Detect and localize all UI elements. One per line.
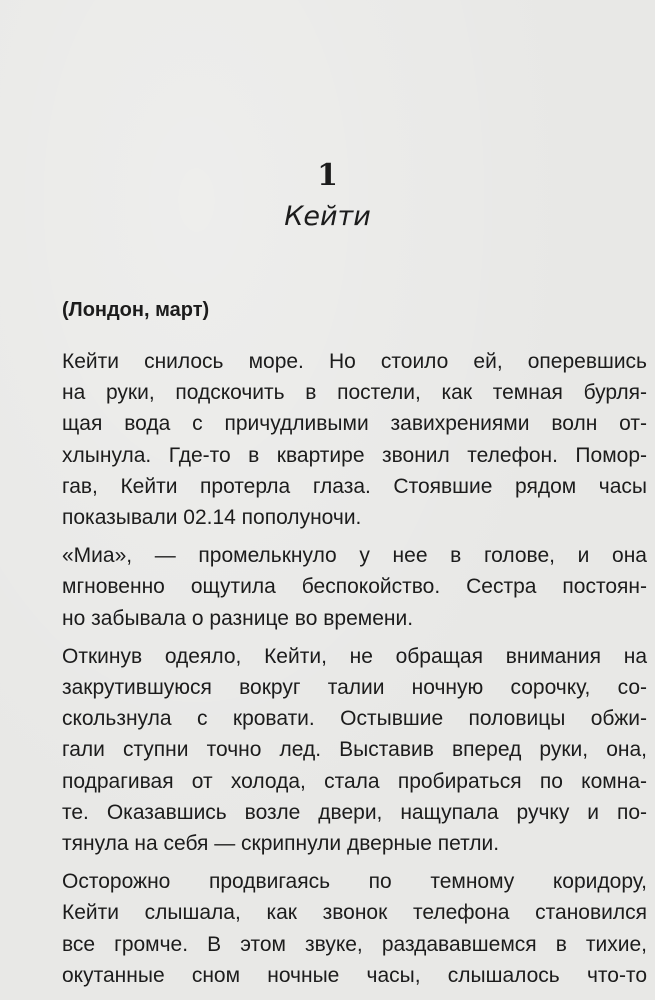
text-line: окутанные сном ночные часы, слышалось что-то [62,963,647,987]
text-line: хлынула. Где-то в квартире звонил телефон. Помор- [62,443,647,467]
chapter-number: 1 [317,158,338,193]
paragraph [62,540,647,634]
paragraph [62,346,647,533]
text-line: Откинув одеяло, Кейти, не обращая внимания на [62,644,647,668]
chapter-title: Кейти [284,201,371,232]
paragraph [62,641,647,859]
text-line: но забывала о разнице во времени. [62,606,414,630]
text-line: скользнула с кровати. Остывшие половицы обжи- [62,707,647,731]
text-line: те. Оказавшись возле двери, нащупала ручку и по- [62,800,647,824]
text-line: показывали 02.14 пополуночи. [62,506,362,530]
text-line: Кейти слышала, как звонок телефона становился [62,901,647,925]
chapter-location: (Лондон, март) [62,299,210,321]
text-line: все громче. В этом звуке, раздававшемся в тихие, [62,932,647,956]
body-text [62,346,647,998]
paragraph [62,866,647,991]
text-line: гали ступни точно лед. Выставив вперед руки, она, [62,738,647,762]
text-line: подрагивая от холода, стала пробираться по комна- [62,769,647,793]
text-line: щая вода с причудливыми завихрениями волн от- [62,412,647,436]
text-line: гав, Кейти протерла глаза. Стоявшие рядом часы [62,474,647,498]
text-line: «Миа», — промелькнуло у нее в голове, и она [62,544,647,568]
text-line: Кейти снилось море. Но стоило ей, оперевшись [62,350,647,373]
text-line: тянула на себя — скрипнули дверные петли. [62,832,500,856]
text-line: закрутившуюся вокруг талии ночную сорочку, со- [62,676,647,700]
text-line: на руки, подскочить в постели, как темная бурля- [62,381,647,405]
text-line: Осторожно продвигаясь по темному коридору, [62,870,647,894]
text-line: мгновенно ощутила беспокойство. Сестра постоян- [62,575,647,599]
